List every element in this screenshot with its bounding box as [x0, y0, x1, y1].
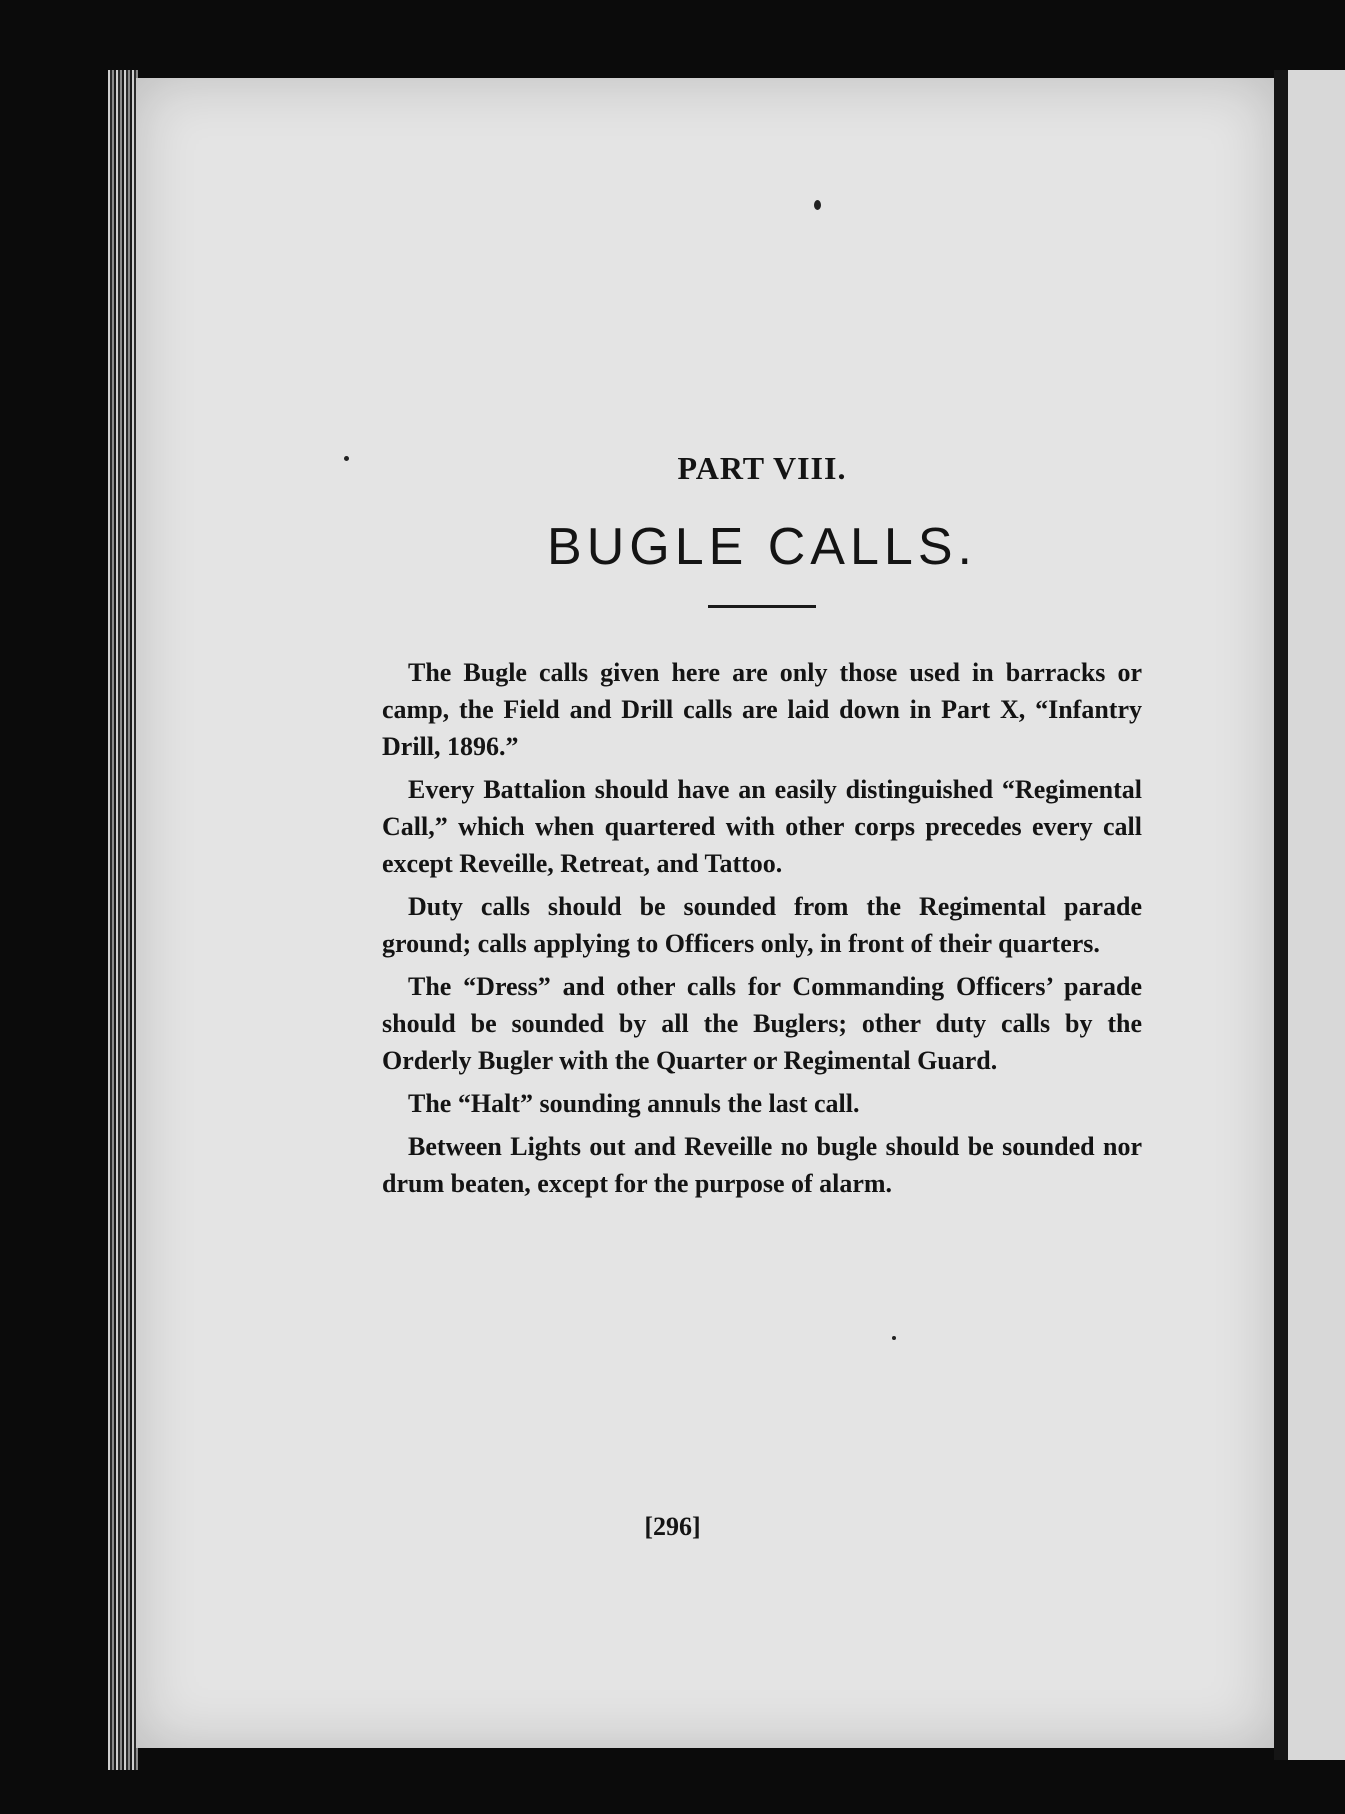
text-block: [382, 450, 1142, 1208]
paragraph: Every Battalion should have an easily distinguished “Regimental Call,” which when quartered with other corps precedes every call except Reveille, Retreat, and Tattoo.: [382, 775, 1142, 878]
part-heading: PART VIII.: [677, 450, 847, 486]
page-gutter: [1274, 70, 1288, 1760]
paragraph: The Bugle calls given here are only those used in barracks or camp, the Field and Drill calls are laid down in Part X, “Infantry Drill, 1896.”: [382, 658, 1142, 761]
print-speck: [814, 200, 821, 210]
page-number: [296]: [644, 1512, 701, 1541]
paragraph: Duty calls should be sounded from the Regimental parade ground; calls applying to Officers only, in front of their quarters.: [382, 892, 1142, 958]
facing-page-edge: [1288, 70, 1345, 1760]
paragraph: The “Dress” and other calls for Commanding Officers’ parade should be sounded by all the Buglers; other duty calls by the Orderly Bugler with the Quarter or Regimental Guard.: [382, 972, 1142, 1075]
title-rule: [708, 605, 816, 608]
print-speck: [344, 456, 349, 461]
paragraph: The “Halt” sounding annuls the last call.: [408, 1089, 860, 1118]
paragraph: Between Lights out and Reveille no bugle should be sounded nor drum beaten, except for the purpose of alarm.: [382, 1132, 1142, 1198]
chapter-title: BUGLE CALLS.: [547, 518, 977, 576]
print-speck: [892, 1336, 896, 1340]
